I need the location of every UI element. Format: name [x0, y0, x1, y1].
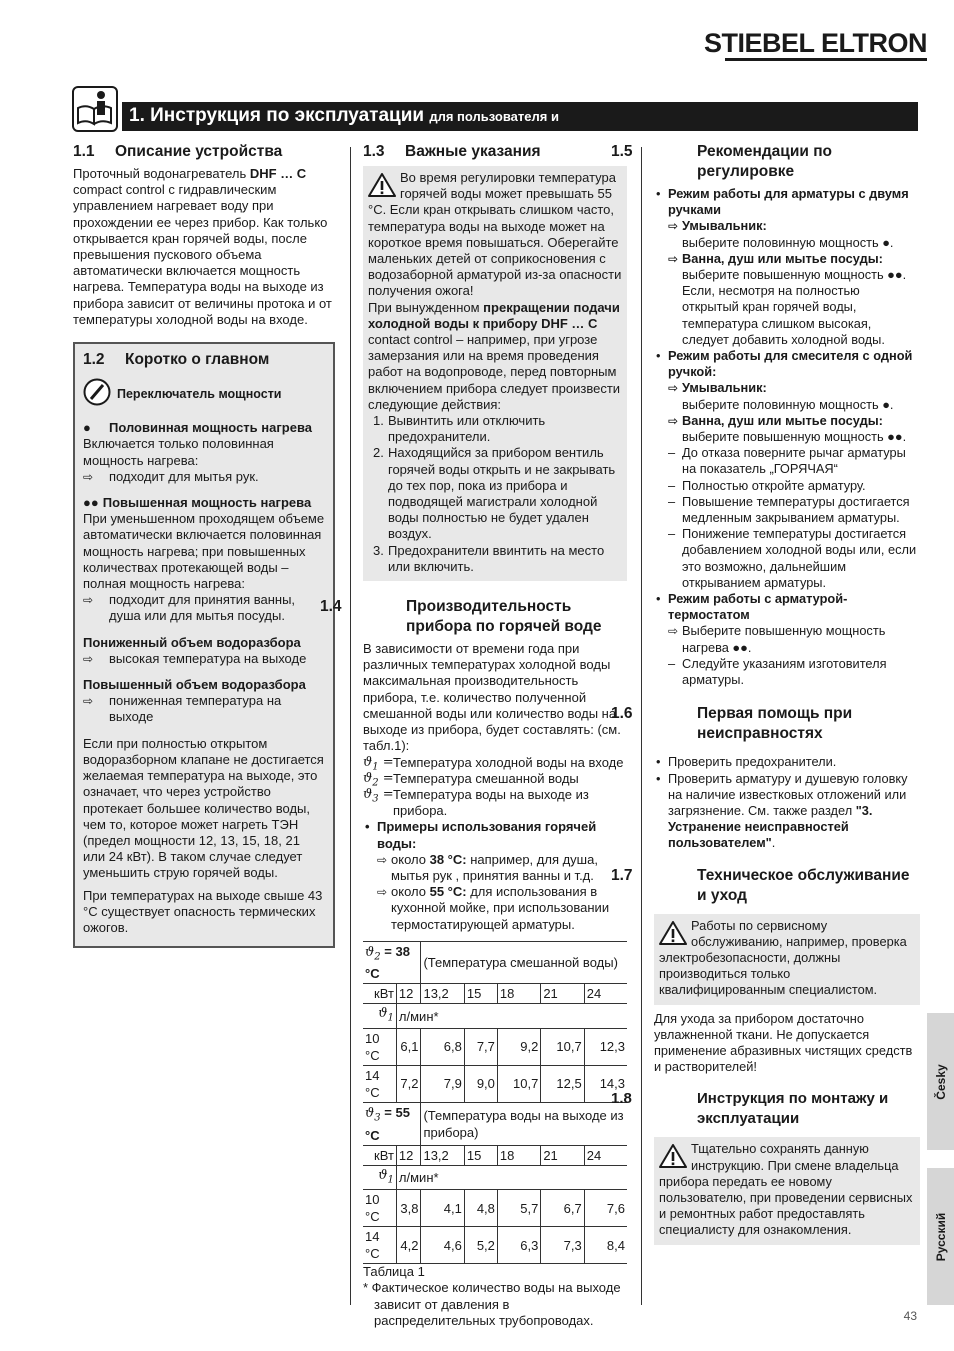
maintenance-warning-box: Работы по сервисному обслуживанию, например, проверка электробезопасности, должны производиться только квалифицированным специалистом. [654, 914, 920, 1005]
page-number: 43 [903, 1309, 917, 1323]
tab-russian[interactable]: Русский [927, 1168, 954, 1305]
column-left [73, 142, 335, 948]
heading-1-1: 1.1 Описание устройства [73, 143, 283, 160]
symbol-t3: $ϑ_3$ = Температура воды на выходе из прибора. [363, 786, 589, 819]
burn-warning-text: При температурах на выходе свыше 43 °C существует опасность термических ожогов. [83, 887, 323, 935]
performance-table [363, 941, 627, 1264]
column-middle [320, 142, 627, 1329]
examples-title: • Примеры использования горячей воды: [363, 819, 627, 851]
table-row: $ϑ_2 = 38$ °C (Температура смешанной воды) [363, 941, 627, 984]
list-item: – Понижение температуры достигается добавлением холодной воды или, если это возможно, дальнейшим открыванием арматуры. [654, 526, 920, 591]
step-item: 3. Предохранители ввинтить на место или включить. [373, 542, 605, 574]
list-item: – Полностью откройте арматуру. [654, 478, 920, 494]
step-item: 1. Вывинтить или отключить предохранители. [373, 413, 546, 445]
full-power-title: ●● Повышенная мощность нагрева [83, 495, 312, 511]
list-item: – Повышение температуры достигается медленным закрыванием арматуры. [654, 494, 920, 526]
heading-1-6: 1.6 Первая помощь при неисправностях [611, 705, 853, 743]
half-power-title: ● Половинная мощность нагрева [83, 420, 312, 436]
care-text: Для ухода за прибором достаточно увлажненной ткани. Не допускается применение абразивных чистящих средств и растворителей! [654, 1010, 913, 1075]
brand-logo: STIEBEL ELTRON [703, 28, 927, 58]
list-item: • Проверить предохранители. [654, 754, 920, 770]
example-55: ⇨ около 55 °C: для использования в кухонной мойке, при использовании термостатирующей арматуры. [377, 884, 627, 933]
low-flow-title: Пониженный объем водоразбора [83, 634, 301, 650]
warning-icon [659, 1143, 687, 1169]
example-38: ⇨ около 38 °C: например, для душа, мытья рук , принятия ванны и т.д. [377, 852, 627, 884]
warning-icon [368, 172, 396, 198]
heading-1-4: 1.4 Производительность прибора по горячей воде [320, 598, 602, 636]
heading-1-5: 1.5 Рекомендации по регулировке [611, 143, 833, 180]
power-switch-icon [83, 378, 111, 410]
table-row: 14 °C 4,2 4,6 5,2 6,3 7,3 8,4 [363, 1227, 627, 1264]
table-row: $ϑ_1$ л/мин* [363, 1165, 627, 1190]
list-item: • Режим работы для смесителя с одной ручкой: ⇨ Умывальник: выберите половинную мощность ●. ⇨ Ванна, душ или мытье посуды: выберите повышенную мощность ●●. [654, 348, 920, 445]
symbol-t2: $ϑ_2$ = Температура смешанной воды [363, 770, 579, 789]
low-flow-arrow: ⇨ высокая температура на выходе [83, 651, 325, 667]
list-item: • Проверить арматуру и душевую головку на наличие известковых отложений или загрязнение. См. также раздел "3. Устранение неисправностей пользователем". [654, 771, 920, 852]
heading-1-8: 1.8 Инструкция по монтажу и эксплуатации [611, 1090, 889, 1128]
table-row: кВт 12 13,2 15 18 21 24 [363, 1145, 627, 1165]
cold-water-text: При вынужденном прекращении подачи холодной воды к прибору DHF … C contact control – например, при угрозе замерзания или на время проведения работ на водопроводе, перед повторным включением прибора следует произвести следующие действия: [368, 299, 621, 412]
step-item: 2. Находящийся за прибором вентиль горячей воды открыть и не закрывать до тех пор, пока из прибора и подводящей магистрали холодной воды полностью не будет удален воздух. [373, 445, 616, 542]
high-flow-title: Повышенный объем водоразбора [83, 677, 306, 693]
power-switch-label: Переключатель мощности [117, 387, 282, 402]
manual-keep-box: Тщательно сохранять данную инструкцию. При смене владельца прибора передать ее новому пользователю, при проведении сервисных и ремонтных работ предоставлять специалисту для ознакомления. [654, 1137, 920, 1244]
list-item: • Режим работы для арматуры с двумя ручками ⇨ Умывальник: выберите половинную мощность ●. ⇨ Ванна, душ или мытье посуды: выберите повышенную мощность ●●. Если, несмотря на полностью открытый кран горячей воды, температура слишком высокая, следует добавить холодной воды. [654, 186, 920, 348]
important-notes-box [363, 166, 627, 581]
table-row: $ϑ_1$ л/мин* [363, 1004, 627, 1029]
table-row: $ϑ_3 = 55$ °C (Температура воды на выходе из прибора) [363, 1102, 627, 1145]
column-divider [350, 147, 351, 1305]
list-item: – До отказа поверните рычаг арматуры на показатель „ГОРЯЧАЯ“ [654, 445, 920, 477]
temperature-warning-text: Во время регулировки температура горячей воды может превышать 55 °C. Если кран открывать слишком часто, температура воды на выходе может на короткое время повышаться. Оберегайте маленьких детей от соприкосновения с водозаборной арматурой из-за опасности получения ожога! [368, 170, 622, 299]
high-flow-arrow: ⇨ пониженная температура на выходе [83, 693, 325, 725]
table-caption: Таблица 1 [363, 1264, 425, 1280]
column-right [611, 142, 920, 1245]
full-power-text: При уменьшенном проходящем объеме автоматически включается половинная мощность нагрева; при повышенных количествах протекающей воды – полная мощность нагрева: [83, 511, 325, 592]
full-power-arrow: ⇨ подходит для принятия ванны, душа или для мытья посуды. [83, 592, 325, 624]
table-row: кВт 12 13,2 15 18 21 24 [363, 984, 627, 1004]
table-row: 10 °C 6,1 6,8 7,7 9,2 10,7 12,3 [363, 1028, 627, 1065]
summary-box [73, 342, 335, 948]
tab-cesky[interactable]: Česky [927, 1013, 954, 1150]
page-title: 1. Инструкция по эксплуатации для пользователя и [129, 105, 559, 126]
heading-1-3: 1.3 Важные указания [363, 143, 541, 160]
half-power-text: Включается только половинная мощность нагрева: [83, 436, 274, 468]
column-divider [641, 147, 642, 1305]
table-row: 14 °C 7,2 7,9 9,0 10,7 12,5 14,3 [363, 1065, 627, 1102]
table-row: 10 °C 3,8 4,1 4,8 5,7 6,7 7,6 [363, 1190, 627, 1227]
manual-book-icon [72, 86, 118, 132]
heading-1-7: 1.7 Техническое обслуживание и уход [611, 866, 910, 904]
heading-1-2: 1.2 Коротко о главном [83, 351, 270, 369]
warning-icon [659, 920, 687, 946]
brand-underline [725, 58, 927, 61]
description-text: Проточный водонагреватель DHF … C compact control с гидравлическим управлением нагревает воду при прохождении ее через прибор. Как только открывается кран горячей воды, после превышения пускового объема автоматически включается мощность нагрева. Температура воды на выходе из прибора зависит от величины протока и от температуры холодной воды на входе. [73, 166, 332, 327]
table-footnote: * Фактическое количество воды на выходе зависит от давления в распределительных трубопроводах. [363, 1280, 621, 1328]
half-power-arrow: ⇨ подходит для мытья рук. [83, 469, 325, 485]
performance-intro: В зависимости от времени года при различных температурах холодной воды максимальная производительность прибора, т.е. количество полученной смешанной воды или количество воды на выходе из прибора, будет составлять: (см. табл.1): [363, 641, 621, 754]
full-open-text: Если при полностью открытом водоразборном клапане не достигается желаемая температура на выходе, это означает, что через устройство протекает большее количество воды, чем то, которое может нагреть ТЭН (предел мощности 12, 13, 15, 18, 21 или 24 кВт). В таком случае следует уменьшить струю горячей воды. [83, 735, 324, 881]
symbol-t1: $ϑ_1$ = Температура холодной воды на входе [363, 754, 624, 773]
section-header-bar [122, 102, 918, 131]
list-item: – Следуйте указаниям изготовителя арматуры. [654, 656, 920, 688]
list-item: • Режим работы с арматурой-термостатом ⇨ Выберите повышенную мощность нагрева ●●. [654, 591, 920, 656]
